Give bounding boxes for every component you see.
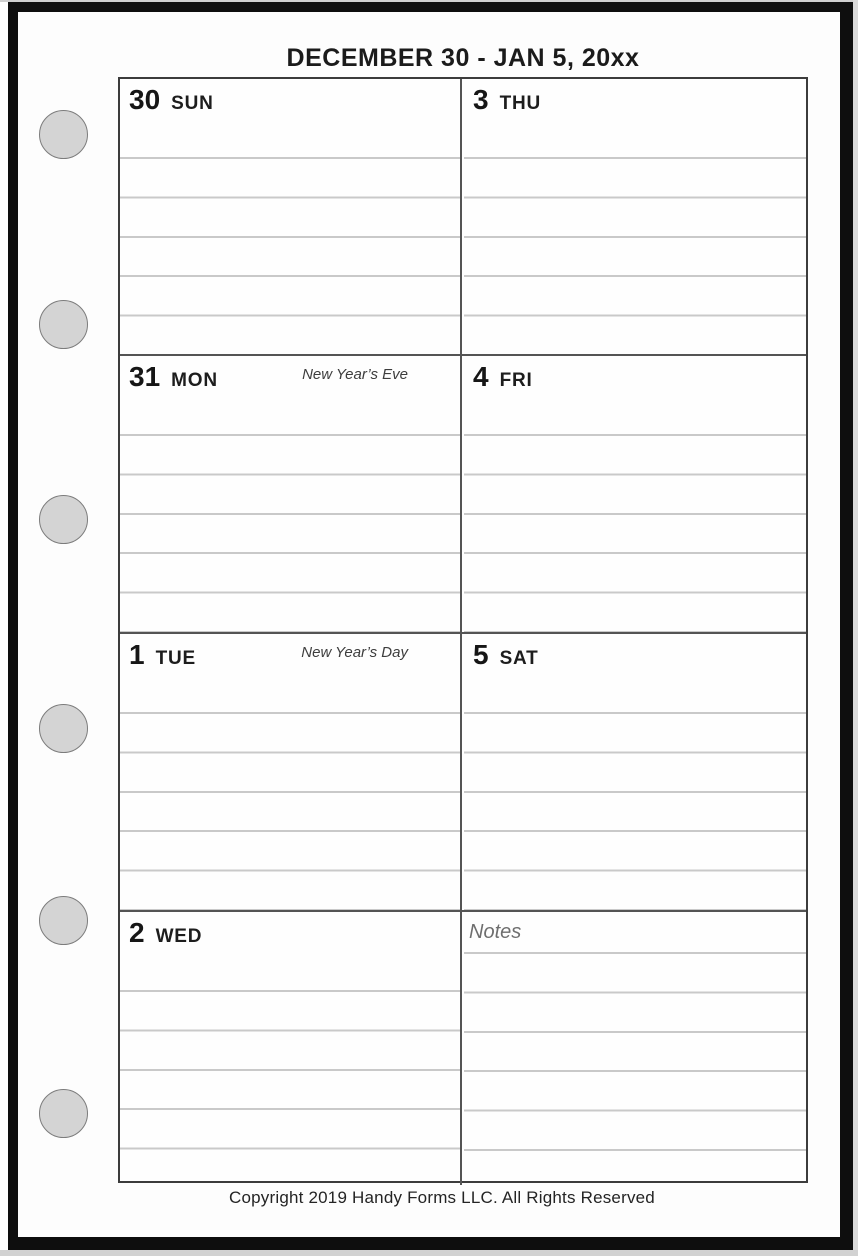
day-name: SAT [499, 648, 539, 669]
binder-hole-2 [39, 300, 88, 349]
day-number: 4 [473, 361, 489, 392]
ruled-lines [120, 157, 460, 354]
day-header [464, 79, 806, 114]
day-name: WED [155, 926, 203, 947]
day-number: 2 [129, 917, 145, 948]
day-cell-wed [120, 912, 462, 1185]
day-name: SUN [171, 93, 214, 114]
copyright-text: Copyright 2019 Handy Forms LLC. All Rights Reserved [229, 1188, 655, 1207]
binder-hole-3 [39, 495, 88, 544]
notes-label: Notes [469, 921, 522, 943]
binder-hole-1 [39, 110, 88, 159]
day-header [120, 356, 460, 391]
binder-hole-5 [39, 896, 88, 945]
day-cell-sun [120, 79, 462, 354]
day-header [120, 79, 460, 114]
day-header [464, 356, 806, 391]
day-header [120, 912, 460, 947]
day-cell-fri [464, 356, 806, 632]
ruled-lines [464, 157, 806, 354]
ruled-lines [120, 434, 460, 632]
day-cell-sat [464, 634, 806, 910]
day-number: 5 [473, 639, 489, 670]
day-name: MON [171, 370, 218, 391]
day-header [120, 634, 460, 669]
week-row-4 [120, 910, 806, 1185]
day-name: TUE [155, 648, 196, 669]
scan-edge-bottom [0, 1250, 858, 1256]
ruled-lines [464, 434, 806, 632]
holiday-label: New Year’s Eve [302, 366, 408, 383]
ruled-lines [464, 712, 806, 910]
day-cell-thu [464, 79, 806, 354]
notes-cell [464, 912, 806, 1185]
week-grid [118, 77, 808, 1183]
week-row-3 [120, 632, 806, 910]
day-name: FRI [499, 370, 533, 391]
week-row-1 [120, 79, 806, 354]
ruled-lines [120, 990, 460, 1185]
day-number: 31 [129, 361, 161, 392]
day-number: 1 [129, 639, 145, 670]
week-row-2 [120, 354, 806, 632]
binder-hole-6 [39, 1089, 88, 1138]
binder-hole-4 [39, 704, 88, 753]
day-cell-tue [120, 634, 462, 910]
ruled-lines [120, 712, 460, 910]
scan-edge-right [853, 0, 858, 1256]
ruled-lines [464, 952, 806, 1185]
holiday-label: New Year’s Day [301, 644, 408, 661]
day-number: 30 [129, 84, 161, 115]
page-title: DECEMBER 30 - JAN 5, 20xx [286, 44, 640, 72]
day-number: 3 [473, 84, 489, 115]
day-name: THU [499, 93, 542, 114]
day-header [464, 634, 806, 669]
day-cell-mon [120, 356, 462, 632]
